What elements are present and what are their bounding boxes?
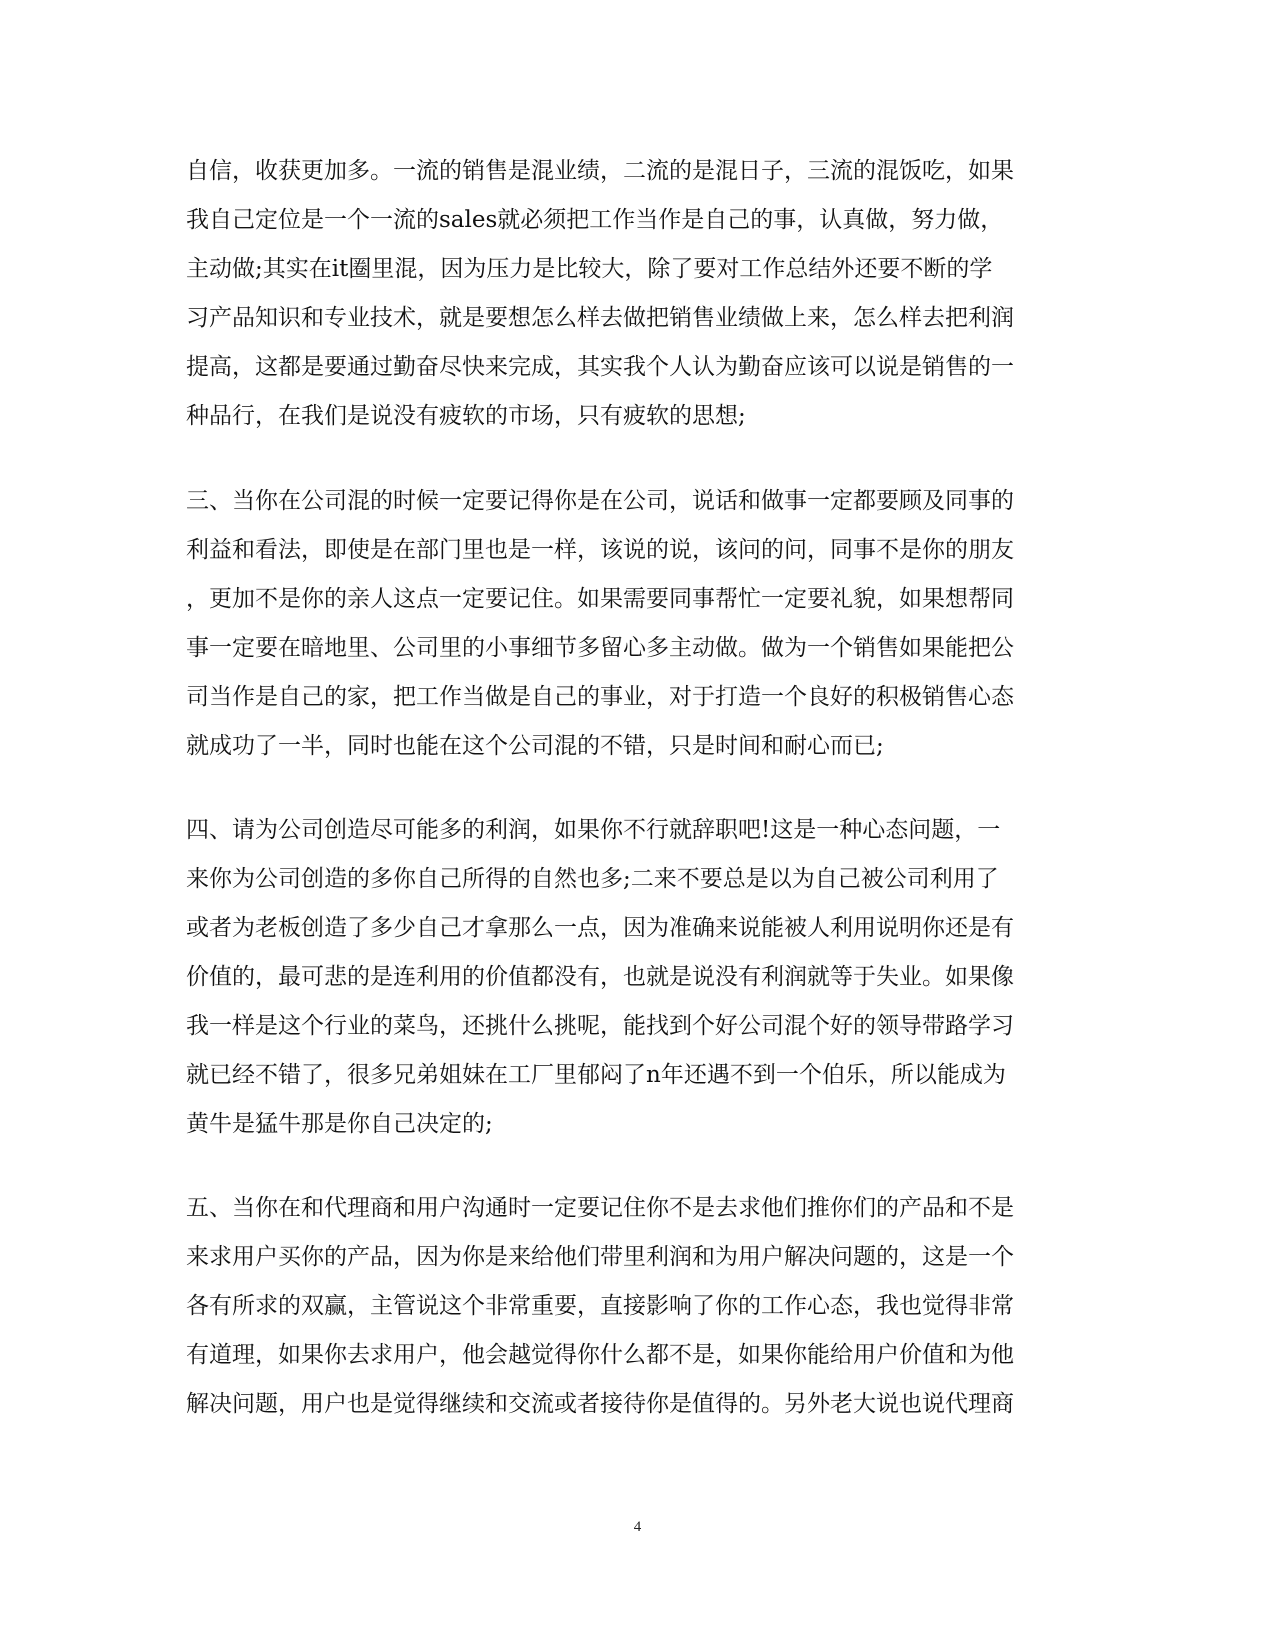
paragraph-line: 利益和看法，即使是在部门里也是一样，该说的说，该问的问，同事不是你的朋友 [186, 537, 1014, 563]
paragraph-line: 黄牛是猛牛那是你自己决定的; [186, 1111, 493, 1137]
paragraph-line: 各有所求的双赢，主管说这个非常重要，直接影响了你的工作心态，我也觉得非常 [186, 1293, 1014, 1319]
page-number: 4 [633, 1519, 642, 1535]
paragraph-line: 就成功了一半，同时也能在这个公司混的不错，只是时间和耐心而已; [186, 733, 884, 759]
paragraph-line: 习产品知识和专业技术，就是要想怎么样去做把销售业绩做上来，怎么样去把利润 [186, 305, 1014, 331]
paragraph-line: 事一定要在暗地里、公司里的小事细节多留心多主动做。做为一个销售如果能把公 [186, 635, 1014, 661]
paragraph-line: 来求用户买你的产品，因为你是来给他们带里利润和为用户解决问题的，这是一个 [186, 1244, 1014, 1270]
paragraph-3 [186, 806, 1090, 1149]
paragraph-line: 来你为公司创造的多你自己所得的自然也多;二来不要总是以为自己被公司利用了 [186, 866, 999, 892]
paragraph-line: 主动做;其实在it圈里混，因为压力是比较大，除了要对工作总结外还要不断的学 [186, 256, 993, 282]
paragraph-line: 价值的，最可悲的是连利用的价值都没有，也就是说没有利润就等于失业。如果像 [186, 964, 1014, 990]
paragraph-line: 司当作是自己的家，把工作当做是自己的事业，对于打造一个良好的积极销售心态 [186, 684, 1014, 710]
paragraph-line: 解决问题，用户也是觉得继续和交流或者接待你是值得的。另外老大说也说代理商 [186, 1391, 1014, 1417]
paragraph-line: 四、请为公司创造尽可能多的利润，如果你不行就辞职吧!这是一种心态问题，一 [186, 817, 1001, 843]
paragraph-line: ，更加不是你的亲人这点一定要记住。如果需要同事帮忙一定要礼貌，如果想帮同 [186, 586, 1014, 612]
paragraph-line: 五、当你在和代理商和用户沟通时一定要记住你不是去求他们推你们的产品和不是 [186, 1195, 1014, 1221]
paragraph-line: 有道理，如果你去求用户，他会越觉得你什么都不是，如果你能给用户价值和为他 [186, 1342, 1014, 1368]
paragraph-1 [186, 147, 1090, 441]
paragraph-line: 或者为老板创造了多少自己才拿那么一点，因为准确来说能被人利用说明你还是有 [186, 915, 1014, 941]
paragraph-line: 自信，收获更加多。一流的销售是混业绩，二流的是混日子，三流的混饭吃，如果 [186, 158, 1014, 184]
paragraph-line: 就已经不错了，很多兄弟姐妹在工厂里郁闷了n年还遇不到一个伯乐，所以能成为 [186, 1062, 1006, 1088]
paragraph-line: 我一样是这个行业的菜鸟，还挑什么挑呢，能找到个好公司混个好的领导带路学习 [186, 1013, 1014, 1039]
paragraph-line: 三、当你在公司混的时候一定要记得你是在公司，说话和做事一定都要顾及同事的 [186, 488, 1014, 514]
paragraph-line: 提高，这都是要通过勤奋尽快来完成，其实我个人认为勤奋应该可以说是销售的一 [186, 354, 1014, 380]
paragraph-2 [186, 477, 1090, 771]
paragraph-line: 种品行，在我们是说没有疲软的市场，只有疲软的思想; [186, 403, 746, 429]
paragraph-line: 我自己定位是一个一流的sales就必须把工作当作是自己的事，认真做，努力做， [186, 207, 1004, 233]
paragraph-4 [186, 1184, 1090, 1429]
